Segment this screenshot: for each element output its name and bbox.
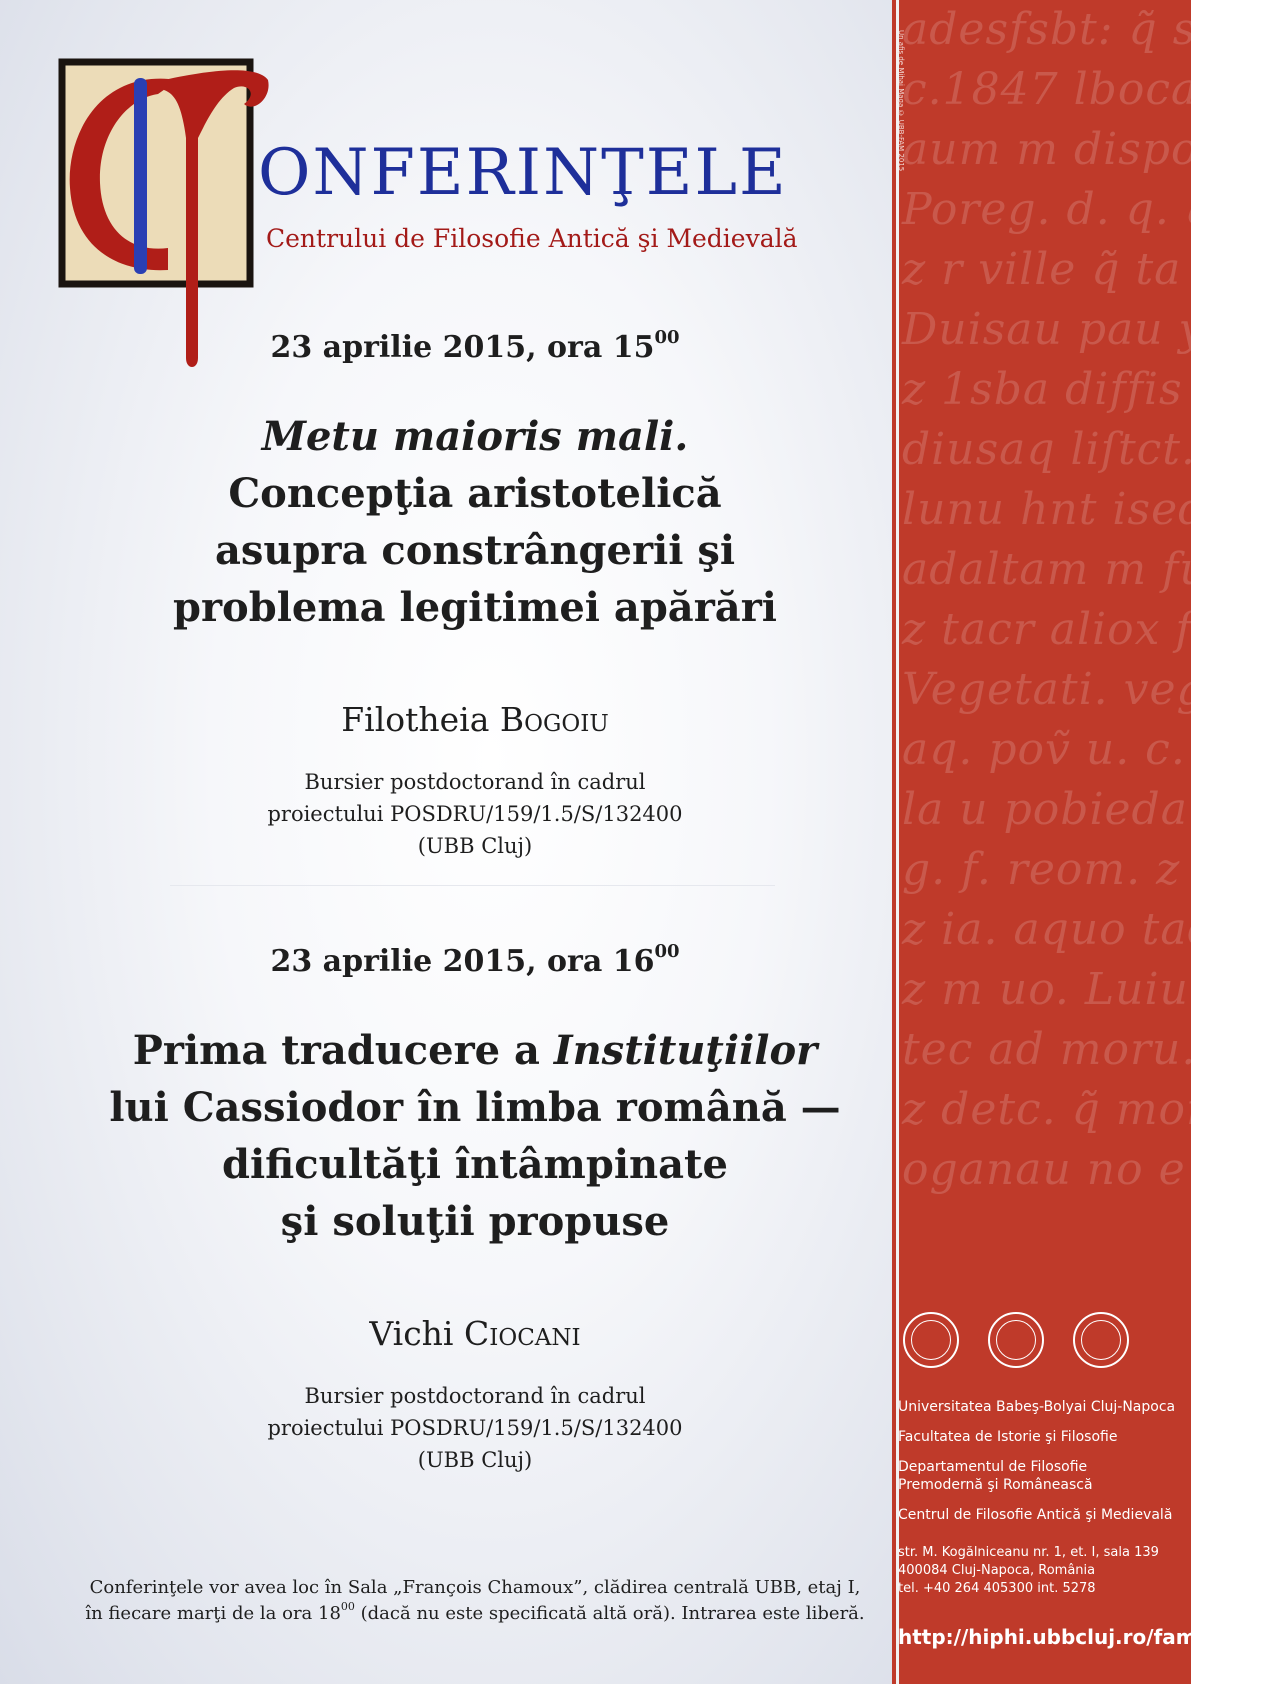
institution-department: Departamentul de Filosofie Premodernă şi Românească	[898, 1459, 1093, 1493]
institution-centre: Centrul de Filosofie Antică şi Medievală	[898, 1507, 1173, 1523]
faculty-seal-icon	[988, 1312, 1044, 1368]
institution-university: Universitatea Babeş-Bolyai Cluj-Napoca	[898, 1399, 1176, 1415]
manuscript-background: adesfsbt: q̃ sid c.1847 lbocaſ aum m dispone Poreg. d. q. qua z r ville q̃ ta Duisau pau y z 1sba diffis diusaq liſtct. lunu hnt isedu adaltam m fuq z tacr aliox fem Vegetati. vegeta aq. poṽ u. c. fre la u pobieda g. f. reom. z b z ia. aquo tadq z m uo. Luiu tec ad moru. Ib z detc. q̃ mor p oganau no e	[902, 4, 1279, 1195]
poster-credit: Un afiş de Mihai Maga © UBB-FAM 2015	[897, 30, 905, 172]
talk-1-title-italic: Metu maioris mali.	[261, 413, 689, 460]
talk-2-title-italic: Instituţiilor	[553, 1027, 818, 1074]
talk-1-title-line: problema legitimei apărări	[173, 584, 777, 631]
talk-2-title-line: lui Cassiodor în limba română —	[109, 1084, 841, 1131]
section-divider	[170, 885, 775, 886]
talk-1-date: 23 aprilie 2015, ora $15^{00}$	[270, 327, 680, 365]
talk-1-title-line: Concepţia aristotelică	[228, 470, 722, 517]
talk-2-title-line: dificultăţi întâmpinate	[222, 1141, 728, 1188]
contact-address: str. M. Kogălniceanu nr. 1, et. I, sala 139 400084 Cluj-Napoca, România tel. +40 264 405300 int. 5278	[898, 1545, 1159, 1596]
talk-2-speaker: Vichi Ciocani	[369, 1314, 581, 1353]
institution-faculty: Facultatea de Istorie şi Filosofie	[898, 1429, 1118, 1445]
talk-2-date: 23 aprilie 2015, ora $16^{00}$	[270, 941, 680, 979]
venue-note: Conferinţele vor avea loc în Sala „François Chamoux”, clădirea centrală UBB, etaj I, în fiecare marţi de la ora $18^{00}$ (dacă nu este specificată altă oră). Intrarea este liberă.	[85, 1577, 865, 1624]
talk-2-affiliation: Bursier postdoctorand în cadrul proiectului POSDRU/159/1.5/S/132400 (UBB Cluj)	[267, 1384, 683, 1472]
institution-seals	[903, 1312, 1153, 1372]
poster-title: ONFERINŢELE	[258, 136, 788, 210]
university-seal-icon	[903, 1312, 959, 1368]
talk-2-title: Prima traducere a Instituţiilor lui Cassiodor în limba română — dificultăţi întâmpinate şi soluţii propuse	[100, 1022, 850, 1250]
centre-seal-icon	[1073, 1312, 1129, 1368]
talk-1-title-line: asupra constrângerii şi	[214, 527, 736, 574]
talk-2-title-line: şi soluţii propuse	[280, 1198, 670, 1245]
poster-subtitle: Centrului de Filosofie Antică şi Medievală	[266, 224, 798, 253]
talk-1-title	[100, 408, 850, 636]
talk-1-affiliation: Bursier postdoctorand în cadrul proiectului POSDRU/159/1.5/S/132400 (UBB Cluj)	[267, 770, 683, 858]
talk-1-speaker: Filotheia Bogoiu	[341, 700, 609, 739]
website-link[interactable]: http://hiphi.ubbcluj.ro/fam	[898, 1625, 1197, 1649]
